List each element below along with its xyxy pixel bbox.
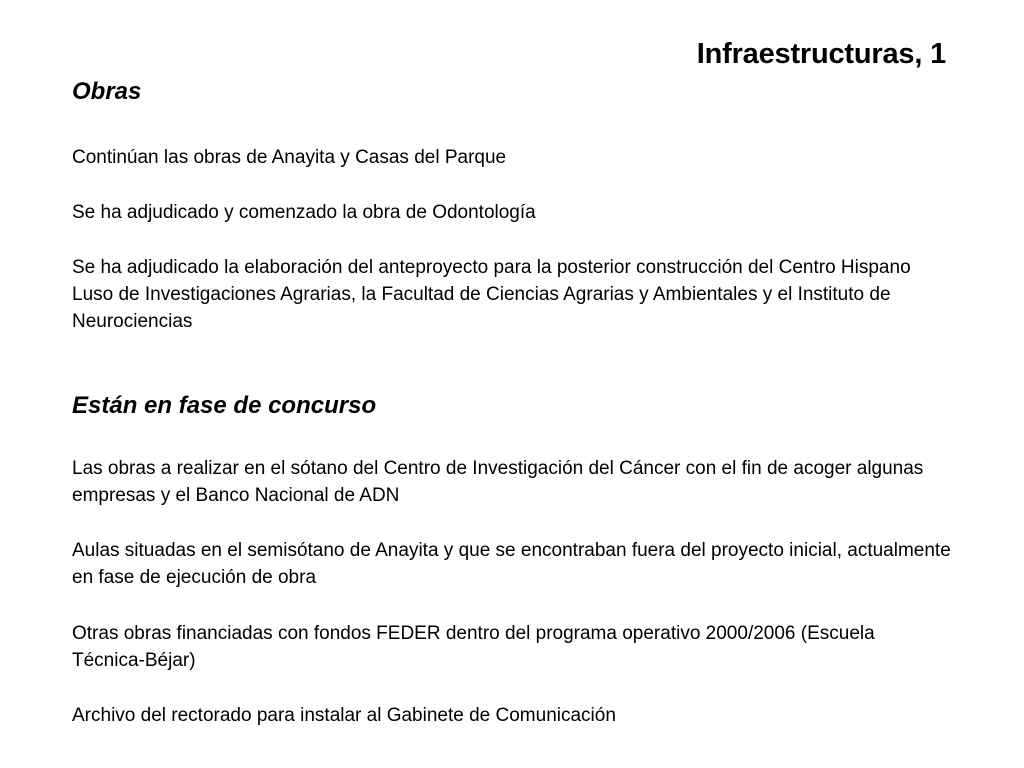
concurso-item: Otras obras financiadas con fondos FEDER dentro del programa operativo 2000/2006 (Escuela Técnica-Béjar) xyxy=(72,623,875,671)
obras-item: Continúan las obras de Anayita y Casas del Parque xyxy=(72,147,507,168)
slide-title: Infraestructuras, 1 xyxy=(696,38,946,70)
concurso-item: Aulas situadas en el semisótano de Anayita y que se encontraban fuera del proyecto inicial, actualmente en fase de ejecución de obra xyxy=(72,540,951,588)
section-heading-obras: Obras xyxy=(72,78,142,105)
section-heading-concurso: Están en fase de concurso xyxy=(72,392,377,419)
obras-item: Se ha adjudicado y comenzado la obra de Odontología xyxy=(72,202,536,223)
concurso-item: Archivo del rectorado para instalar al Gabinete de Comunicación xyxy=(72,705,616,726)
concurso-item: Las obras a realizar en el sótano del Centro de Investigación del Cáncer con el fin de acoger algunas empresas y el Banco Nacional de ADN xyxy=(72,458,924,506)
obras-item: Se ha adjudicado la elaboración del anteproyecto para la posterior construcción del Centro Hispano Luso de Investigaciones Agrarias, la Facultad de Ciencias Agrarias y Ambientales y el Instituto de Neurociencias xyxy=(72,257,911,332)
